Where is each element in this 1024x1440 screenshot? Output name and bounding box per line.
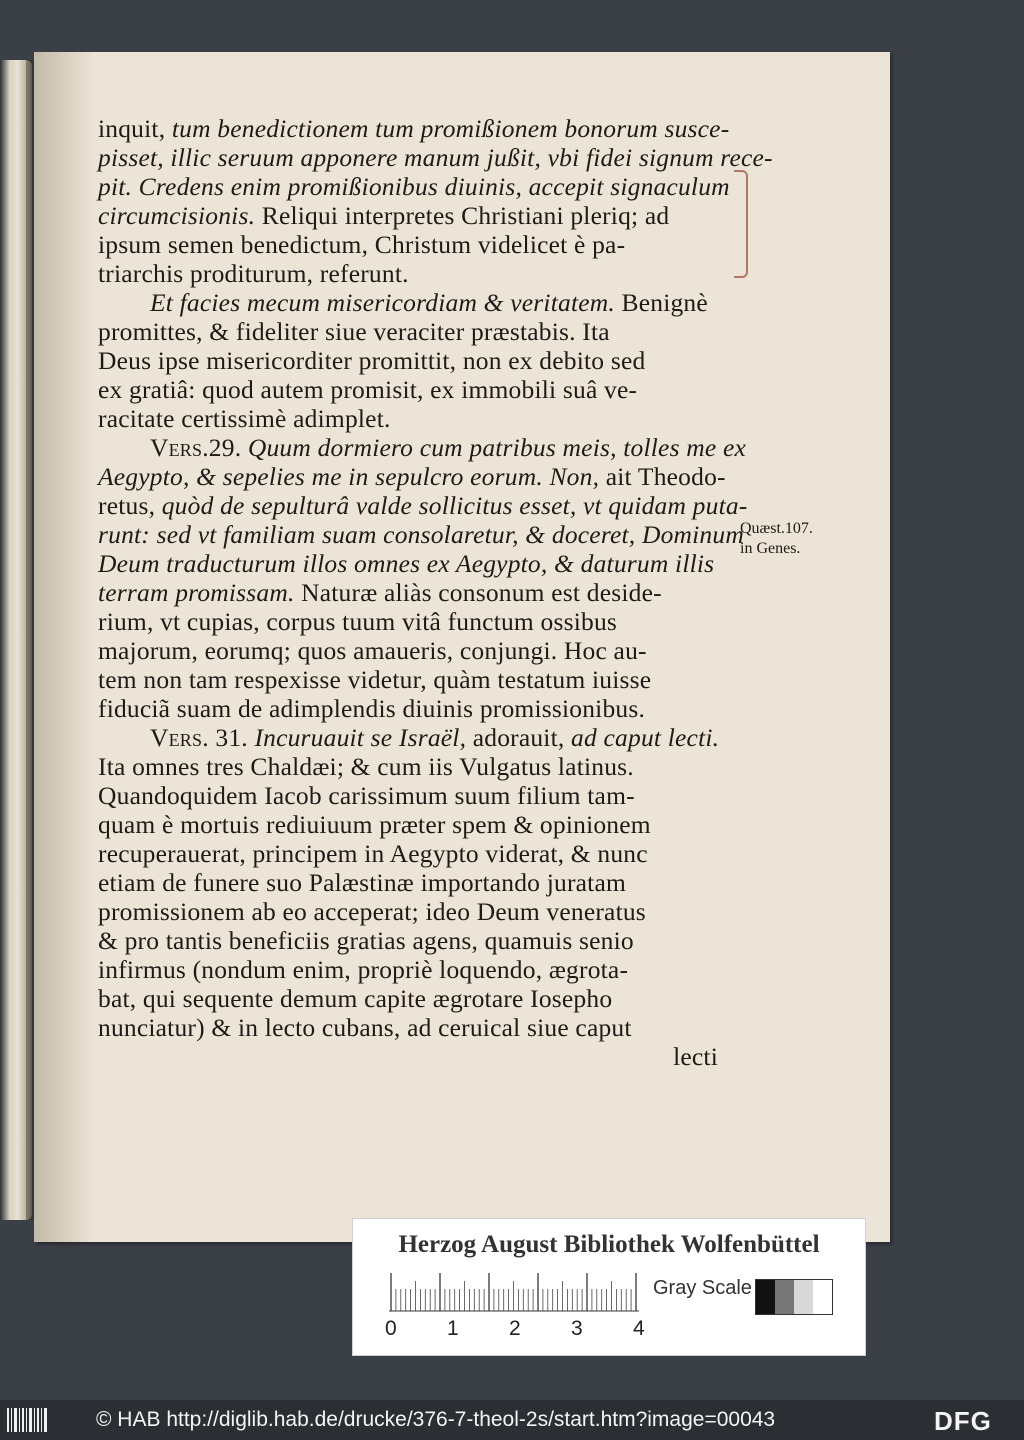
text-line — [98, 172, 730, 201]
ruler-scale — [389, 1271, 639, 1313]
text-line — [98, 578, 718, 607]
gray-scale-label: Gray Scale — [653, 1277, 752, 1299]
italic-text-run: Et facies mecum misericordiam & veritatem. — [150, 288, 622, 317]
roman-text-run: fiduciã suam de adimplendis diuinis promissionibus. — [98, 694, 646, 723]
roman-text-run: Reliqui interpretes Christiani pleriq; ad — [261, 201, 670, 230]
catchword: lecti — [673, 1042, 718, 1071]
roman-text-run: recuperauerat, principem in Aegypto viderat, & nunc — [98, 839, 648, 868]
roman-text-run: retus, — [98, 491, 162, 520]
marginal-note-line: Quæst.107. — [740, 520, 813, 537]
text-line — [98, 520, 744, 549]
roman-text-run: ait Theodo- — [605, 462, 726, 491]
ruler-label: 1 — [447, 1317, 459, 1340]
viewer-footer — [0, 1400, 1024, 1440]
text-line — [98, 665, 718, 694]
dfg-logo: DFG — [934, 1406, 992, 1436]
roman-text-run: Ita omnes tres Chaldæi; & cum iis Vulgatus latinus. — [98, 752, 634, 781]
text-line — [98, 984, 718, 1013]
text-line — [98, 636, 718, 665]
marginal-note-line: in Genes. — [740, 540, 801, 557]
roman-text-run: adorauit, — [472, 723, 572, 752]
ruler-label: 3 — [571, 1317, 583, 1340]
italic-text-run: tum benedictionem tum promißionem bonorum susce- — [171, 114, 730, 143]
library-color-card — [352, 1218, 866, 1356]
margin-bracket-annotation — [734, 170, 748, 278]
gray-swatch — [813, 1280, 832, 1314]
italic-text-run: pit. Credens enim promißionibus diuinis, accepit signaculum — [98, 172, 730, 201]
text-line — [98, 317, 718, 346]
text-line — [98, 433, 747, 462]
italic-text-run: ad caput lecti. — [571, 723, 720, 752]
italic-text-run: Deum traducturum illos omnes ex Aegypto, & daturum illis — [98, 549, 715, 578]
italic-text-run: runt: sed vt familiam suam consolaretur, & doceret, Dominum — [98, 520, 744, 549]
copyright-url[interactable]: © HAB http://diglib.hab.de/drucke/376-7-theol-2s/start.htm?image=00043 — [96, 1408, 776, 1431]
roman-text-run: rium, vt cupias, corpus tuum vitâ functum ossibus — [98, 607, 618, 636]
roman-text-run: infirmus (nondum enim, propriè loquendo, ægrota- — [98, 955, 629, 984]
roman-text-run: bat, qui sequente demum capite ægrotare Iosepho — [98, 984, 613, 1013]
gray-swatch — [756, 1280, 775, 1314]
text-line — [98, 781, 718, 810]
gray-scale-swatches — [755, 1279, 833, 1315]
text-line — [98, 810, 718, 839]
text-line — [98, 288, 718, 317]
text-line — [98, 491, 748, 520]
roman-text-run: & pro tantis beneficiis gratias agens, quamuis senio — [98, 926, 634, 955]
library-name: Herzog August Bibliothek Wolfenbüttel — [398, 1231, 820, 1258]
text-line — [98, 897, 718, 926]
roman-text-run: inquit, — [98, 114, 172, 143]
gray-swatch — [775, 1280, 794, 1314]
text-line — [98, 723, 718, 752]
text-line — [98, 868, 718, 897]
barcode-icon — [6, 1406, 50, 1434]
text-line — [98, 839, 718, 868]
text-line — [98, 752, 718, 781]
italic-text-run: quòd de sepulturâ valde sollicitus esset, vt quidam puta- — [161, 491, 748, 520]
text-line — [98, 462, 726, 491]
roman-text-run: ex gratiâ: quod autem promisit, ex immobili suâ ve- — [98, 375, 638, 404]
roman-text-run: promissionem ab eo acceperat; ideo Deum veneratus — [98, 897, 646, 926]
roman-text-run: Benignè — [621, 288, 708, 317]
text-line — [98, 549, 718, 578]
ruler-label: 4 — [633, 1317, 645, 1340]
gray-swatch — [794, 1280, 813, 1314]
text-line — [98, 694, 718, 723]
roman-text-run: quam è mortuis rediuiuum præter spem & opinionem — [98, 810, 651, 839]
text-line — [98, 143, 773, 172]
roman-text-run: majorum, eorumq; quos amaueris, conjungi. Hoc au- — [98, 636, 647, 665]
italic-text-run: circumcisionis. — [98, 201, 262, 230]
roman-text-run: Vers.29. — [150, 433, 248, 462]
roman-text-run: triarchis proditurum, referunt. — [98, 259, 409, 288]
text-line — [98, 230, 718, 259]
text-line — [98, 607, 718, 636]
roman-text-run: Deus ipse misericorditer promittit, non ex debito sed — [98, 346, 646, 375]
italic-text-run: pisset, illic seruum apponere manum jußit, vbi fidei signum rece- — [98, 143, 773, 172]
ruler-label: 0 — [385, 1317, 397, 1340]
italic-text-run: Incuruauit se Israël, — [254, 723, 473, 752]
text-line — [98, 404, 718, 433]
roman-text-run: Vers. 31. — [150, 723, 255, 752]
roman-text-run: Quandoquidem Iacob carissimum suum filium tam- — [98, 781, 635, 810]
page-gutter-shade — [34, 52, 94, 1242]
italic-text-run: Aegypto, & sepelies me in sepulcro eorum. Non, — [98, 462, 606, 491]
roman-text-run: tem non tam respexisse videtur, quàm testatum iuisse — [98, 665, 652, 694]
text-line — [98, 114, 730, 143]
ruler-labels — [383, 1317, 643, 1347]
italic-text-run: terram promissam. — [98, 578, 302, 607]
ruler-label: 2 — [509, 1317, 521, 1340]
roman-text-run: Naturæ aliàs consonum est deside- — [301, 578, 662, 607]
italic-text-run: Quum dormiero cum patribus meis, tolles me ex — [247, 433, 747, 462]
roman-text-run: nunciatur) & in lecto cubans, ad ceruical siue caput — [98, 1013, 632, 1042]
roman-text-run: racitate certissimè adimplet. — [98, 404, 391, 433]
text-line — [98, 926, 718, 955]
text-line — [98, 375, 718, 404]
text-line — [98, 346, 718, 375]
marginal-note — [740, 519, 813, 559]
roman-text-run: ipsum semen benedictum, Christum videlicet è pa- — [98, 230, 626, 259]
text-line — [98, 1013, 718, 1042]
text-line — [98, 955, 718, 984]
book-page — [34, 52, 890, 1242]
text-line — [98, 259, 718, 288]
text-line — [98, 201, 718, 230]
roman-text-run: etiam de funere suo Palæstinæ importando juratam — [98, 868, 626, 897]
roman-text-run: promittes, & fideliter siue veraciter præstabis. Ita — [98, 317, 610, 346]
